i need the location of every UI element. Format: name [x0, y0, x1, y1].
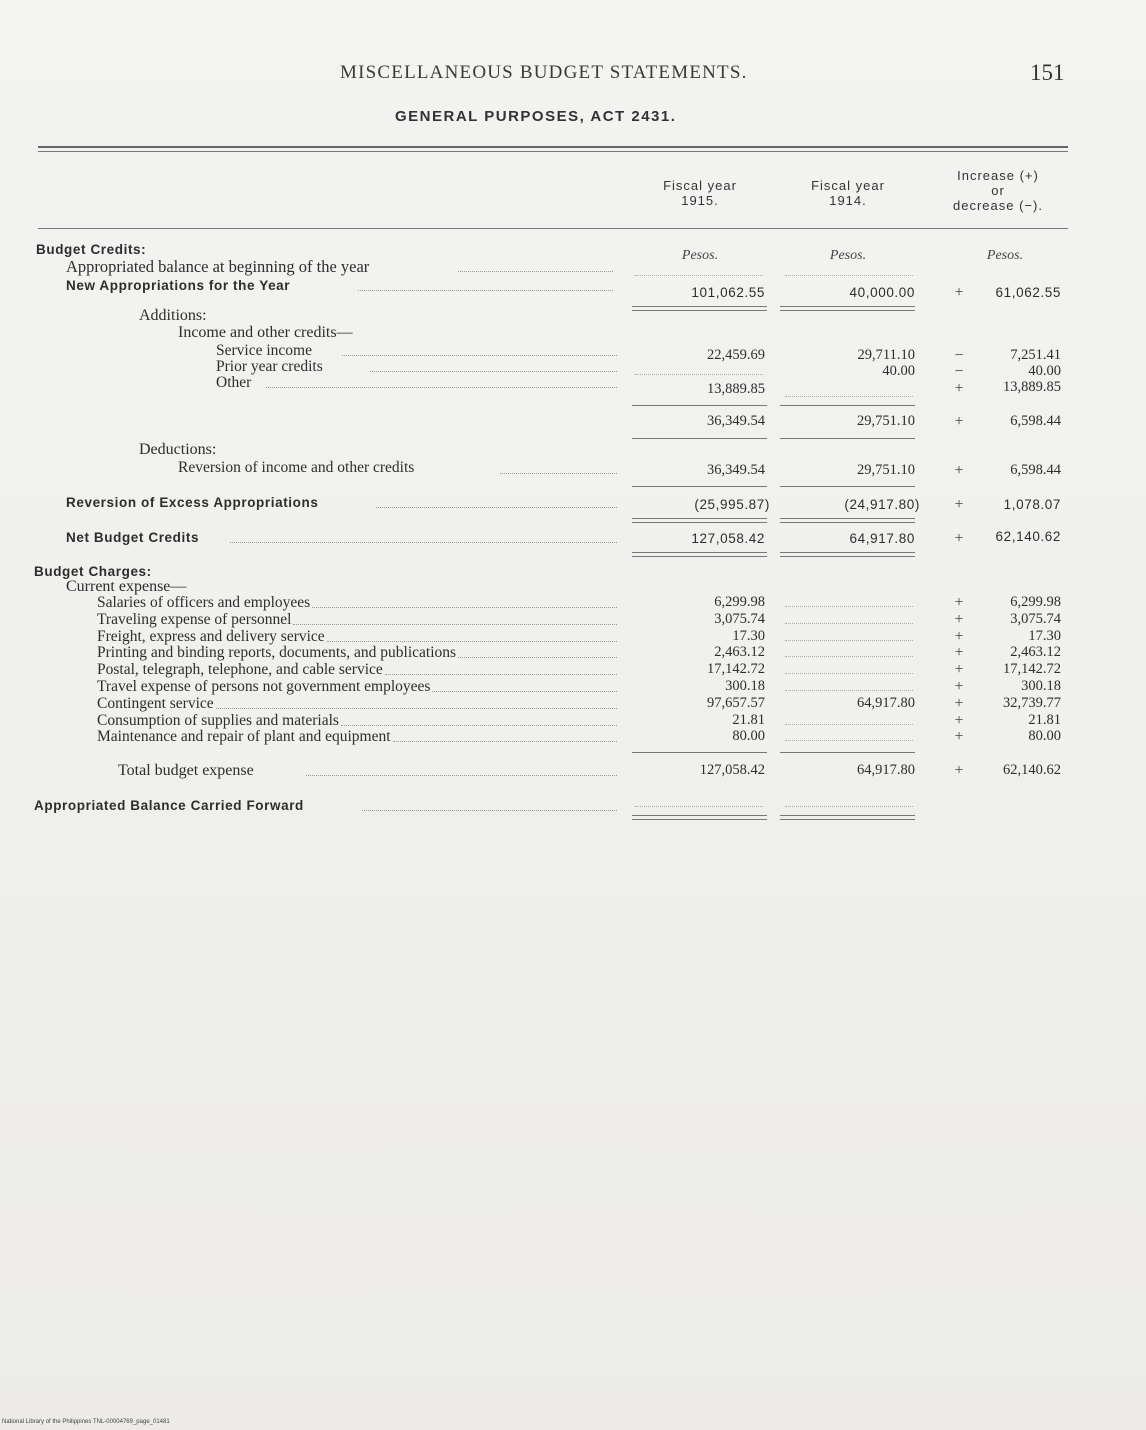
sum-rule [632, 405, 767, 406]
row-label: Appropriated balance at beginning of the year [66, 257, 370, 276]
additions-total-sign: + [954, 413, 964, 430]
blank-cell [785, 690, 913, 691]
row-label: New Appropriations for the Year [66, 278, 291, 293]
blank-cell [785, 275, 913, 276]
prior-year-change: 40.00 [1028, 363, 1061, 379]
charge-sign: + [954, 712, 964, 729]
column-head-1915: Fiscal year 1915. [663, 178, 737, 208]
service-income-1915: 22,459.69 [707, 347, 765, 363]
service-income-sign: − [954, 347, 964, 364]
prior-year-1914: 40.00 [882, 363, 915, 379]
running-title: MISCELLANEOUS BUDGET STATEMENTS. [340, 62, 748, 83]
charge-change: 3,075.74 [1010, 611, 1061, 627]
charge-change: 17.30 [1028, 628, 1061, 644]
double-rule [780, 522, 915, 523]
column-head-change: Increase (+) or decrease (−). [953, 168, 1043, 213]
dot-leader [376, 507, 617, 508]
dot-leader [362, 810, 617, 811]
double-rule [632, 815, 767, 816]
double-rule [780, 552, 915, 553]
unit-1914: Pesos. [829, 248, 867, 263]
budget-credits-heading: Budget Credits: [36, 242, 147, 257]
charge-1915: 2,463.12 [714, 644, 765, 660]
row-label: Traveling expense of personnel [97, 611, 292, 628]
double-rule [780, 819, 915, 820]
double-rule [780, 518, 915, 519]
blank-cell [635, 275, 763, 276]
dot-leader [293, 624, 617, 625]
row-label: Reversion of Excess Appropriations [66, 495, 319, 510]
net-credits-change: 62,140.62 [995, 529, 1061, 544]
total-expense-1915: 127,058.42 [699, 762, 765, 778]
charge-1914: 64,917.80 [857, 695, 915, 711]
new-appropriations-1914: 40,000.00 [849, 285, 915, 300]
charge-row [0, 678, 1146, 695]
row-label: Postal, telegraph, telephone, and cable service [97, 661, 383, 678]
unit-1915: Pesos. [681, 248, 719, 263]
column-head-1914: Fiscal year 1914. [811, 178, 885, 208]
carried-forward-row [0, 797, 1146, 814]
other-change: 13,889.85 [1003, 379, 1061, 395]
charge-1915: 6,299.98 [714, 594, 765, 610]
charge-sign: + [954, 594, 964, 611]
row-label: Salaries of officers and employees [97, 594, 311, 611]
charge-row [0, 594, 1146, 611]
charge-change: 2,463.12 [1010, 644, 1061, 660]
charge-change: 80.00 [1028, 728, 1061, 744]
double-rule [780, 306, 915, 307]
charge-row [0, 661, 1146, 678]
row-label: Contingent service [97, 695, 214, 712]
appropriated-balance-row [0, 258, 1146, 275]
dot-leader [312, 607, 617, 608]
dot-leader [266, 387, 617, 388]
charge-row [0, 644, 1146, 661]
sum-rule [632, 438, 767, 439]
row-label: Freight, express and delivery service [97, 628, 325, 645]
new-appropriations-sign: + [954, 284, 964, 301]
prior-year-sign: − [954, 363, 964, 380]
reversion-income-change: 6,598.44 [1010, 462, 1061, 478]
net-credits-1914: 64,917.80 [849, 531, 915, 546]
charge-sign: + [954, 644, 964, 661]
dot-leader [500, 473, 617, 474]
charge-sign: + [954, 611, 964, 628]
row-label: Service income [216, 342, 312, 359]
row-label: Travel expense of persons not government employees [97, 678, 431, 695]
double-rule [632, 310, 767, 311]
double-rule [632, 522, 767, 523]
charge-1915: 17.30 [732, 628, 765, 644]
total-expense-sign: + [954, 762, 964, 779]
double-rule [632, 518, 767, 519]
charge-sign: + [954, 628, 964, 645]
blank-cell [785, 606, 913, 607]
charge-row [0, 712, 1146, 729]
dot-leader [306, 775, 617, 776]
net-credits-sign: + [954, 530, 964, 547]
reversion-excess-1915: (25,995.87) [694, 497, 770, 512]
dot-leader [327, 641, 617, 642]
dot-leader [341, 725, 617, 726]
dot-leader [385, 674, 617, 675]
charge-change: 32,739.77 [1003, 695, 1061, 711]
dot-leader [230, 542, 617, 543]
additions-total-1915: 36,349.54 [707, 413, 765, 429]
charge-change: 300.18 [1021, 678, 1061, 694]
charge-1915: 97,657.57 [707, 695, 765, 711]
double-rule [780, 310, 915, 311]
charge-sign: + [954, 728, 964, 745]
top-rule [38, 146, 1068, 148]
blank-cell [785, 673, 913, 674]
deductions-heading: Deductions: [139, 441, 217, 458]
charge-row [0, 611, 1146, 628]
new-appropriations-change: 61,062.55 [995, 285, 1061, 300]
reversion-income-1914: 29,751.10 [857, 462, 915, 478]
other-1915: 13,889.85 [707, 381, 765, 397]
double-rule [632, 306, 767, 307]
double-rule [632, 552, 767, 553]
net-credits-1915: 127,058.42 [691, 531, 765, 546]
charge-1915: 300.18 [725, 678, 765, 694]
other-sign: + [954, 380, 964, 397]
double-rule [780, 815, 915, 816]
table-title: GENERAL PURPOSES, ACT 2431. [395, 108, 677, 125]
service-income-change: 7,251.41 [1010, 347, 1061, 363]
unit-change: Pesos. [986, 248, 1024, 263]
row-label: Printing and binding reports, documents, and publications [97, 644, 457, 661]
charge-1915: 21.81 [732, 712, 765, 728]
charge-change: 6,299.98 [1010, 594, 1061, 610]
sum-rule [780, 438, 915, 439]
reversion-excess-sign: + [954, 496, 964, 513]
blank-cell [635, 806, 763, 807]
charge-1915: 3,075.74 [714, 611, 765, 627]
scan-footer: National Library of the Philippines TNL-00004769_page_01481 [2, 1419, 170, 1425]
current-expense-heading: Current expense— [66, 578, 187, 595]
charge-change: 17,142.72 [1003, 661, 1061, 677]
reversion-income-1915: 36,349.54 [707, 462, 765, 478]
top-rule-thin [38, 151, 1068, 152]
additions-heading: Additions: [139, 307, 207, 324]
row-label: Maintenance and repair of plant and equipment [97, 728, 391, 745]
double-rule [780, 556, 915, 557]
row-label: Appropriated Balance Carried Forward [34, 798, 304, 813]
sum-rule [780, 752, 915, 753]
additions-total-1914: 29,751.10 [857, 413, 915, 429]
budget-charges-heading: Budget Charges: [34, 564, 152, 579]
sum-rule [780, 405, 915, 406]
charge-sign: + [954, 678, 964, 695]
blank-cell [785, 396, 913, 397]
dot-leader [432, 691, 617, 692]
blank-cell [785, 740, 913, 741]
blank-cell [785, 640, 913, 641]
row-label: Other [216, 374, 252, 391]
new-appropriations-1915: 101,062.55 [691, 285, 765, 300]
blank-cell [785, 806, 913, 807]
dot-leader [393, 741, 617, 742]
income-heading: Income and other credits— [178, 324, 353, 341]
reversion-income-sign: + [954, 462, 964, 479]
sum-rule [632, 752, 767, 753]
dot-leader [370, 371, 617, 372]
sum-rule [632, 486, 767, 487]
dot-leader [342, 355, 617, 356]
sum-rule [780, 486, 915, 487]
charge-sign: + [954, 661, 964, 678]
dot-leader [458, 657, 617, 658]
row-label: Prior year credits [216, 358, 323, 375]
charge-change: 21.81 [1028, 712, 1061, 728]
row-label: Consumption of supplies and materials [97, 712, 339, 729]
row-label: Net Budget Credits [66, 530, 200, 545]
double-rule [632, 556, 767, 557]
additions-total-change: 6,598.44 [1010, 413, 1061, 429]
charge-sign: + [954, 695, 964, 712]
total-expense-change: 62,140.62 [1003, 762, 1061, 778]
blank-cell [785, 623, 913, 624]
dot-leader [358, 290, 613, 291]
reversion-excess-change: 1,078.07 [1003, 497, 1061, 512]
charge-1915: 80.00 [732, 728, 765, 744]
charge-1915: 17,142.72 [707, 661, 765, 677]
reversion-excess-1914: (24,917.80) [844, 497, 920, 512]
charge-row [0, 695, 1146, 712]
header-rule [38, 228, 1068, 229]
dot-leader [458, 271, 613, 272]
page-number: 151 [1030, 60, 1065, 85]
row-label: Reversion of income and other credits [178, 459, 415, 476]
charge-row [0, 628, 1146, 645]
row-label: Total budget expense [118, 762, 254, 779]
dot-leader [216, 708, 617, 709]
double-rule [632, 819, 767, 820]
blank-cell [785, 724, 913, 725]
total-expense-1914: 64,917.80 [857, 762, 915, 778]
service-income-1914: 29,711.10 [857, 347, 915, 363]
charge-row [0, 728, 1146, 745]
blank-cell [785, 656, 913, 657]
